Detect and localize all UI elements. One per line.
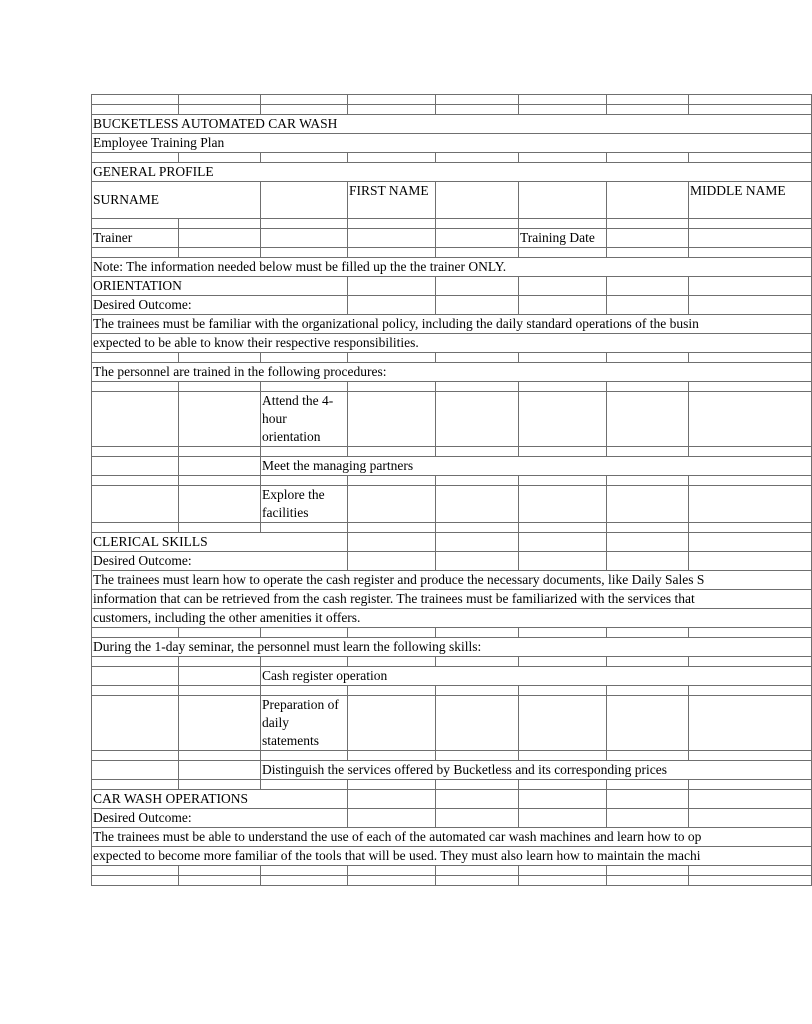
training-date-label: Training Date	[519, 229, 607, 248]
trainer-note: Note: The information needed below must be filled up the the trainer ONLY.	[92, 258, 812, 277]
middle-name-label: MIDDLE NAME	[689, 182, 812, 219]
carwash-outcome-line1: The trainees must be able to understand the use of each of the automated car wash machines and learn how to op	[92, 828, 812, 847]
surname-value[interactable]	[261, 182, 348, 219]
carwash-heading: CAR WASH OPERATIONS	[92, 790, 348, 809]
clerical-desired-label: Desired Outcome:	[92, 552, 348, 571]
orientation-outcome-line1: The trainees must be familiar with the organizational policy, including the daily standard operations of the busin	[92, 315, 812, 334]
training-date-value[interactable]	[607, 229, 689, 248]
clerical-heading: CLERICAL SKILLS	[92, 533, 348, 552]
clerical-item: Distinguish the services offered by Bucketless and its corresponding prices	[261, 761, 812, 780]
orientation-item: Explore the facilities	[261, 486, 348, 523]
first-name-value[interactable]	[436, 182, 519, 219]
trainer-value[interactable]	[261, 229, 348, 248]
clerical-outcome-line1: The trainees must learn how to operate the cash register and produce the necessary documents, like Daily Sales S	[92, 571, 812, 590]
orientation-item: Meet the managing partners	[261, 457, 812, 476]
general-profile-heading: GENERAL PROFILE	[92, 163, 812, 182]
surname-label: SURNAME	[92, 182, 261, 219]
orientation-procedures-intro: The personnel are trained in the following procedures:	[92, 363, 812, 382]
first-name-label: FIRST NAME	[348, 182, 436, 219]
training-plan-sheet	[91, 94, 786, 922]
orientation-heading: ORIENTATION	[92, 277, 348, 296]
clerical-item: Cash register operation	[261, 667, 812, 686]
company-name: BUCKETLESS AUTOMATED CAR WASH	[92, 115, 812, 134]
orientation-desired-label: Desired Outcome:	[92, 296, 348, 315]
clerical-item: Preparation of daily statements	[261, 696, 348, 751]
carwash-desired-label: Desired Outcome:	[92, 809, 348, 828]
orientation-outcome-line2: expected to be able to know their respective responsibilities.	[92, 334, 812, 353]
training-plan-table	[91, 94, 812, 886]
orientation-item: Attend the 4-hour orientation	[261, 392, 348, 447]
clerical-skills-intro: During the 1-day seminar, the personnel must learn the following skills:	[92, 638, 812, 657]
clerical-outcome-line2: information that can be retrieved from the cash register. The trainees must be familiarized with the services that	[92, 590, 812, 609]
carwash-outcome-line2: expected to become more familiar of the tools that will be used. They must also learn how to maintain the machi	[92, 847, 812, 866]
trainer-label: Trainer	[92, 229, 179, 248]
plan-title: Employee Training Plan	[92, 134, 812, 153]
clerical-outcome-line3: customers, including the other amenities it offers.	[92, 609, 812, 628]
